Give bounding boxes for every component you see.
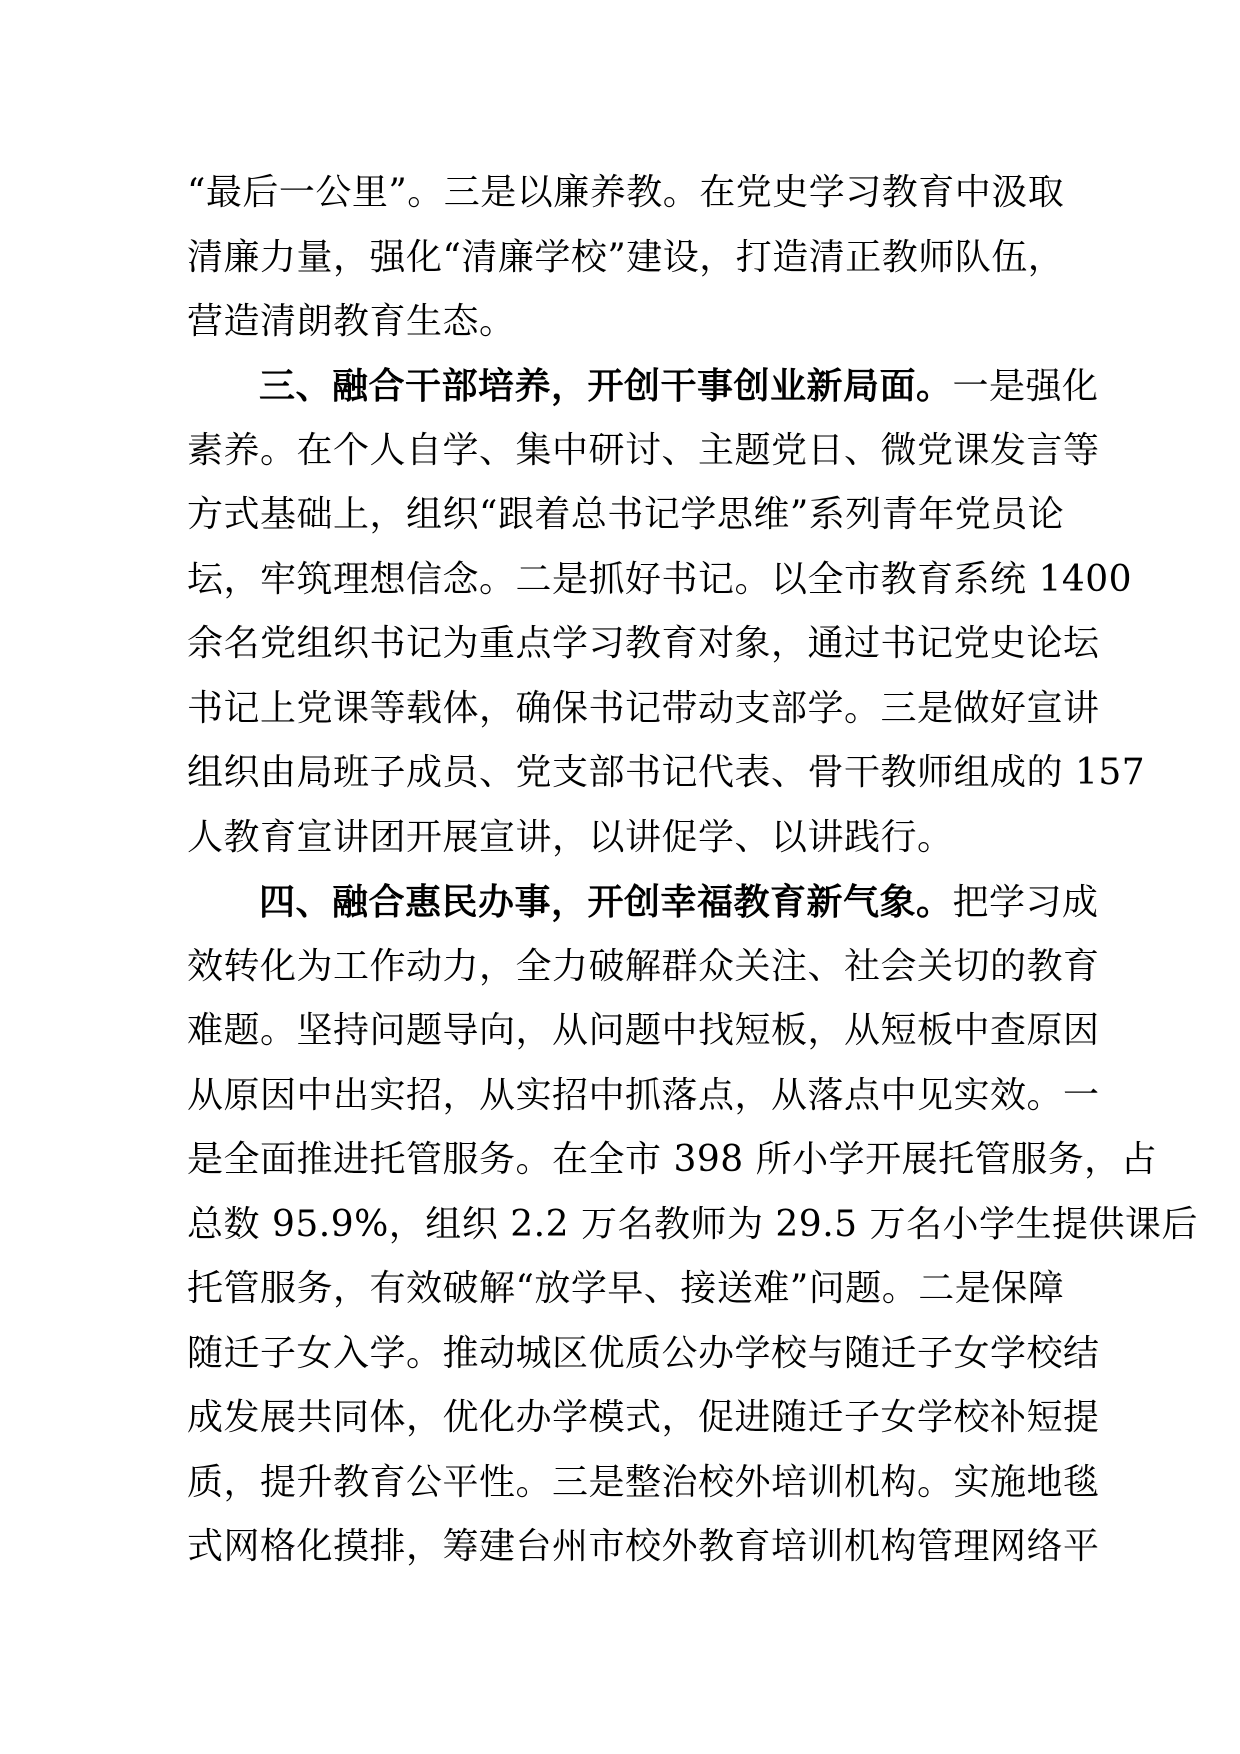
text-line: 总数 95.9%，组织 2.2 万名教师为 29.5 万名小学生提供课后 [187,1204,1198,1245]
text-line: 方式基础上，组织“跟着总书记学思维”系列青年党员论 [187,494,1065,535]
text-line: “最后一公里”。三是以廉养教。在党史学习教育中汲取 [187,172,1065,213]
text-line: 余名党组织书记为重点学习教育对象，通过书记党史论坛 [187,623,1100,664]
text-line [187,361,1099,411]
text-line: 营造清朗教育生态。 [187,301,516,342]
text-run: 一是强化 [952,366,1099,407]
text-line: 清廉力量，强化“清廉学校”建设，打造清正教师队伍， [187,237,1065,278]
text-line: 组织由局班子成员、党支部书记代表、骨干教师组成的 157 [187,752,1146,793]
text-line: 素养。在个人自学、集中研讨、主题党日、微党课发言等 [187,430,1100,471]
text-line: 式网格化摸排，筹建台州市校外教育培训机构管理网络平 [187,1526,1100,1567]
text-run: 把学习成 [952,882,1099,923]
text-line: 效转化为工作动力，全力破解群众关注、社会关切的教育 [187,946,1100,987]
text-line: 成发展共同体，优化办学模式，促进随迁子女学校补短提 [187,1397,1100,1438]
text-line: 质，提升教育公平性。三是整治校外培训机构。实施地毯 [187,1462,1100,1503]
text-line: 人教育宣讲团开展宣讲，以讲促学、以讲践行。 [187,817,954,858]
text-line: 从原因中出实招，从实招中抓落点，从落点中见实效。一 [187,1075,1100,1116]
text-line: 是全面推进托管服务。在全市 398 所小学开展托管服务，占 [187,1139,1158,1180]
section-heading: 三、融合干部培养，开创干事创业新局面。 [259,365,953,407]
text-line: 随迁子女入学。推动城区优质公办学校与随迁子女学校结 [187,1333,1100,1374]
text-line: 书记上党课等载体，确保书记带动支部学。三是做好宣讲 [187,688,1100,729]
text-line: 托管服务，有效破解“放学早、接送难”问题。二是保障 [187,1268,1065,1309]
text-line [187,877,1099,927]
text-line: 难题。坚持问题导向，从问题中找短板，从短板中查原因 [187,1010,1100,1051]
text-line: 坛，牢筑理想信念。二是抓好书记。以全市教育系统 1400 [187,559,1133,600]
section-heading: 四、融合惠民办事，开创幸福教育新气象。 [259,881,953,923]
